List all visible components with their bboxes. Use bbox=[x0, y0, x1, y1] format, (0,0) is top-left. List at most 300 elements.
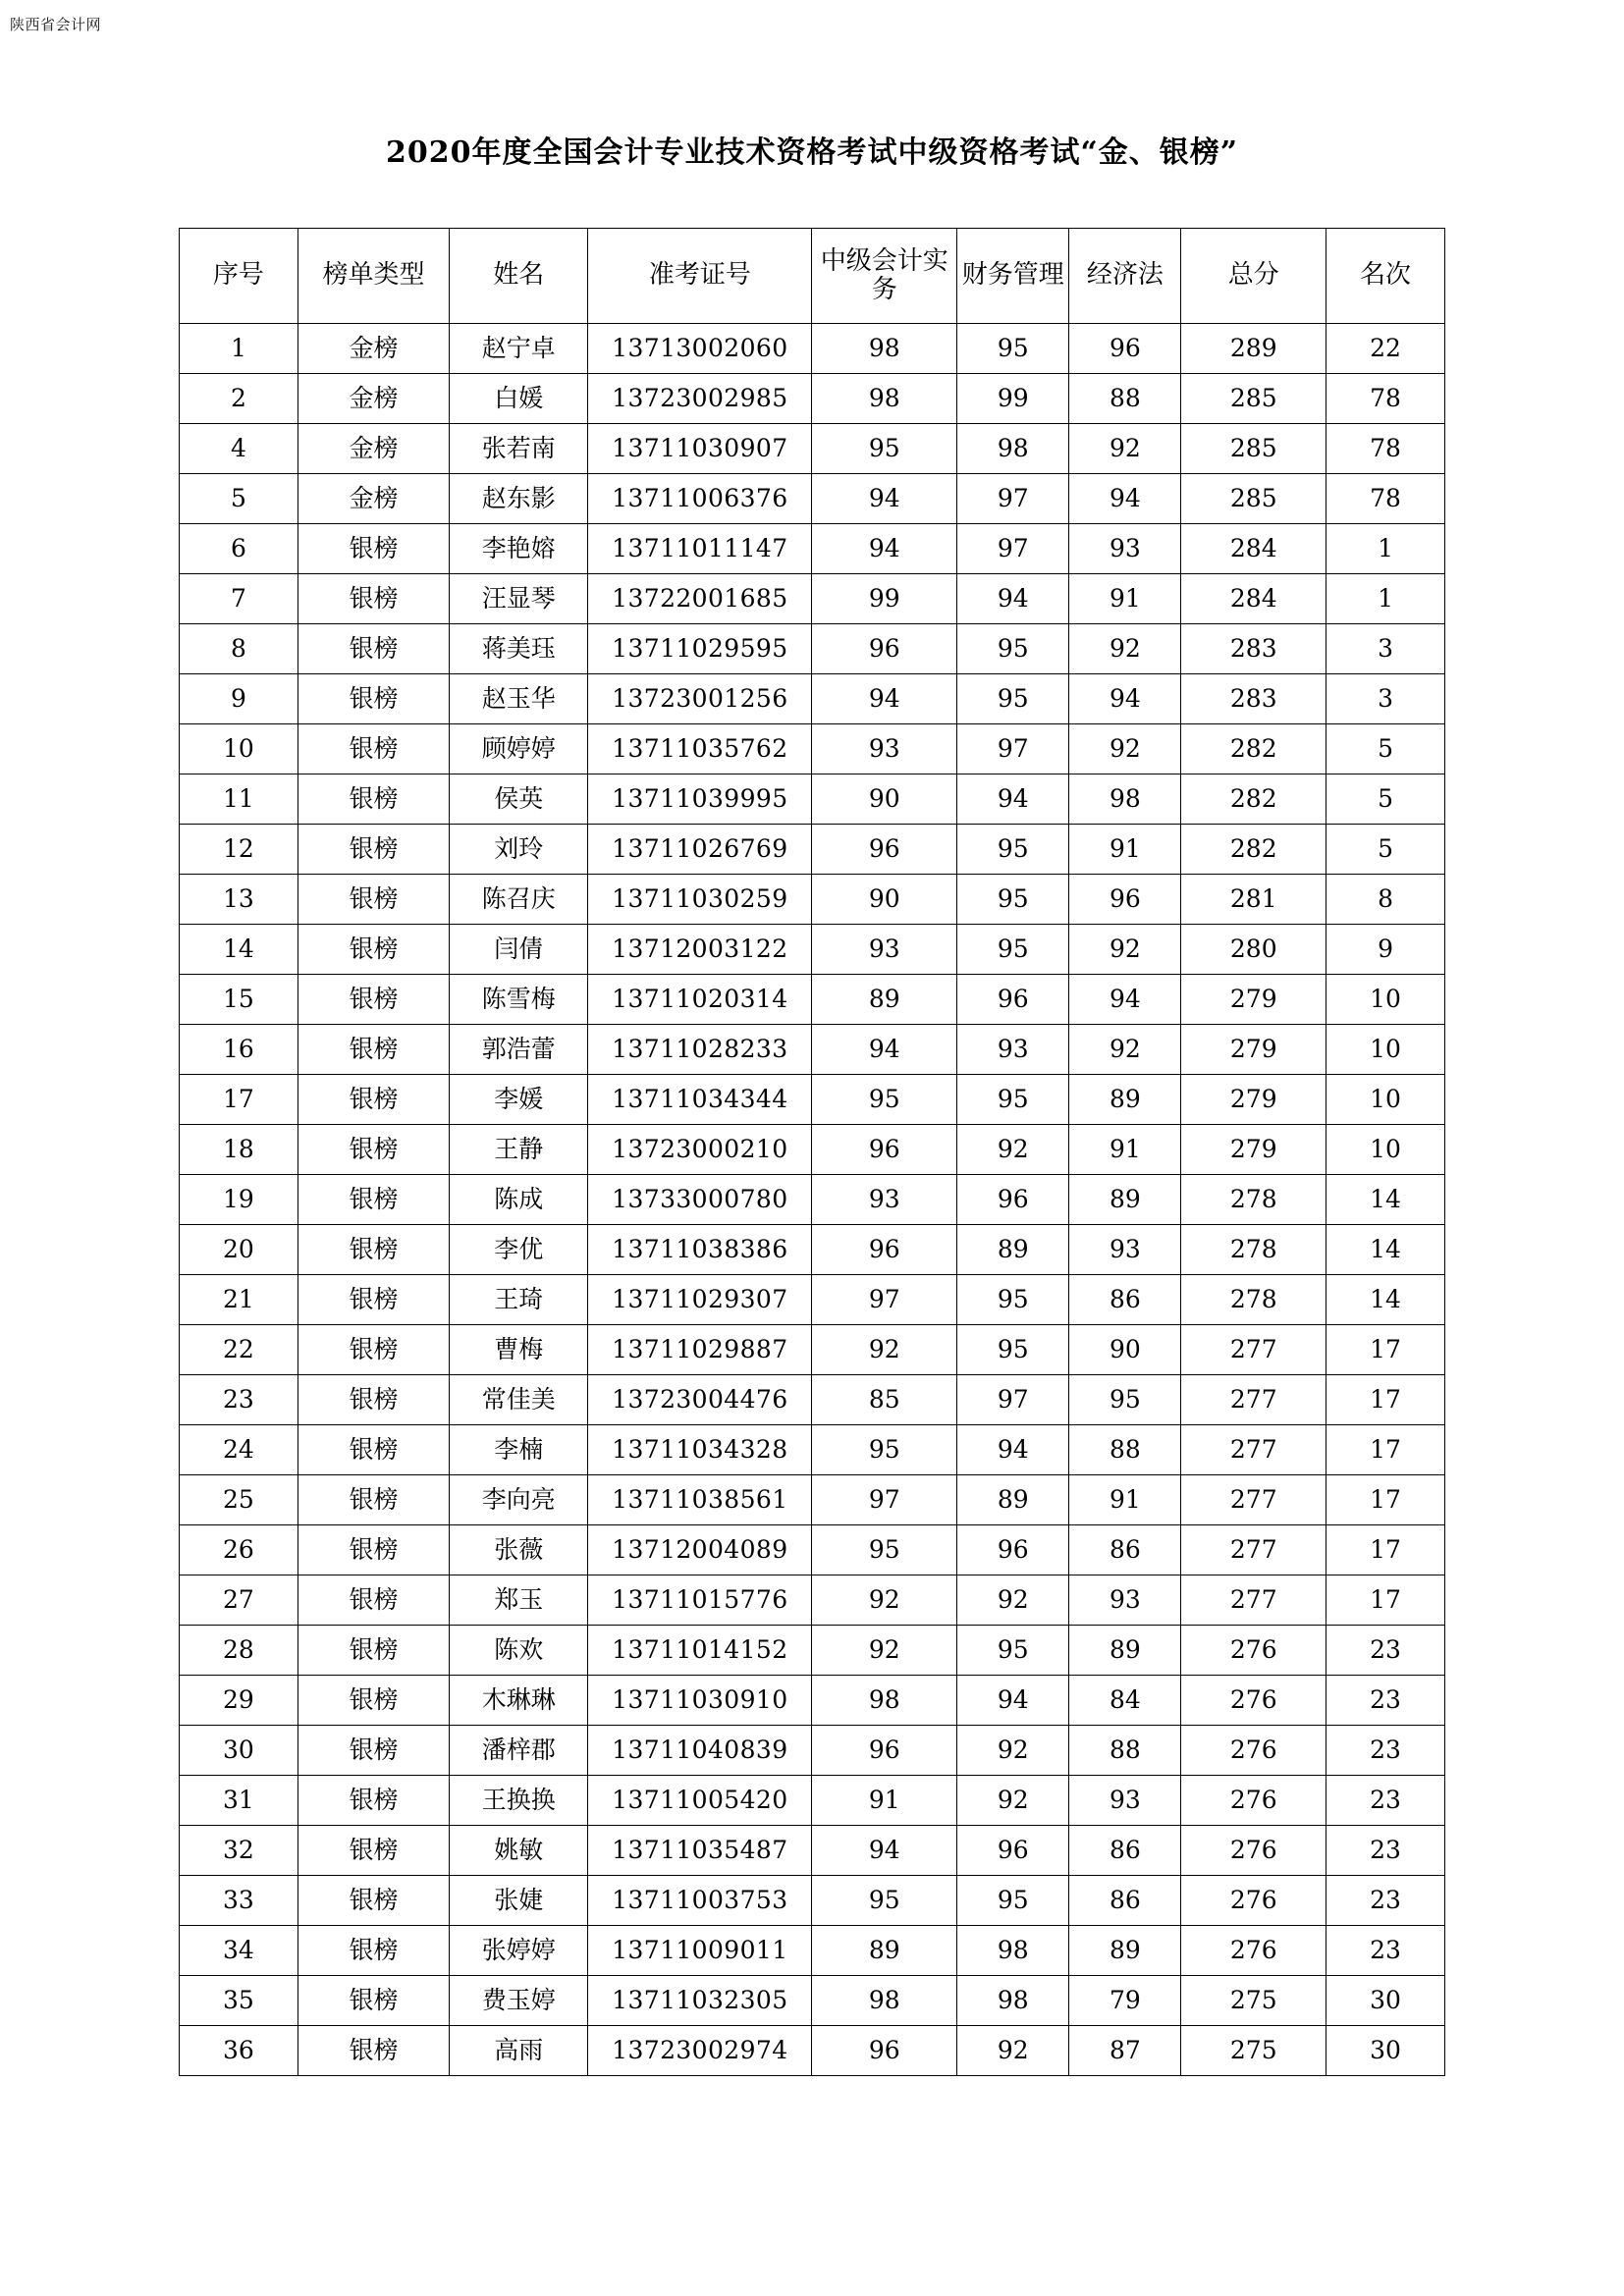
score-table-wrapper bbox=[179, 228, 1445, 2076]
cell-rank: 17 bbox=[1326, 1425, 1445, 1475]
cell-rank: 23 bbox=[1326, 1626, 1445, 1676]
cell-list-type: 银榜 bbox=[298, 1375, 449, 1425]
cell-index: 25 bbox=[180, 1475, 298, 1525]
cell-list-type: 银榜 bbox=[298, 724, 449, 774]
cell-subject-practice: 98 bbox=[812, 374, 957, 424]
cell-list-type: 银榜 bbox=[298, 1325, 449, 1375]
cell-rank: 3 bbox=[1326, 674, 1445, 724]
cell-subject-law: 87 bbox=[1069, 2026, 1181, 2076]
cell-list-type: 银榜 bbox=[298, 1676, 449, 1726]
cell-name: 王换换 bbox=[450, 1776, 588, 1826]
column-header-rank bbox=[1326, 229, 1445, 324]
cell-index: 36 bbox=[180, 2026, 298, 2076]
cell-list-type: 银榜 bbox=[298, 774, 449, 825]
cell-subject-law: 93 bbox=[1069, 524, 1181, 574]
cell-subject-finance: 95 bbox=[957, 1275, 1069, 1325]
cell-index: 1 bbox=[180, 324, 298, 374]
cell-subject-practice: 94 bbox=[812, 474, 957, 524]
cell-ticket-number: 13711029595 bbox=[588, 624, 812, 674]
cell-index: 16 bbox=[180, 1025, 298, 1075]
cell-total: 278 bbox=[1181, 1275, 1326, 1325]
cell-index: 17 bbox=[180, 1075, 298, 1125]
column-header-list-type-label: 榜单类型 bbox=[322, 260, 425, 291]
cell-name: 陈召庆 bbox=[450, 875, 588, 925]
cell-list-type: 银榜 bbox=[298, 875, 449, 925]
cell-subject-law: 91 bbox=[1069, 1475, 1181, 1525]
cell-subject-finance: 92 bbox=[957, 1125, 1069, 1175]
cell-total: 277 bbox=[1181, 1525, 1326, 1575]
cell-index: 14 bbox=[180, 925, 298, 975]
cell-subject-finance: 99 bbox=[957, 374, 1069, 424]
cell-rank: 23 bbox=[1326, 1876, 1445, 1926]
cell-ticket-number: 13711039995 bbox=[588, 774, 812, 825]
cell-name: 张婕 bbox=[450, 1876, 588, 1926]
column-header-index-label: 序号 bbox=[212, 260, 264, 291]
cell-total: 277 bbox=[1181, 1325, 1326, 1375]
cell-list-type: 银榜 bbox=[298, 1626, 449, 1676]
cell-subject-law: 88 bbox=[1069, 374, 1181, 424]
cell-total: 282 bbox=[1181, 774, 1326, 825]
cell-index: 21 bbox=[180, 1275, 298, 1325]
cell-rank: 17 bbox=[1326, 1475, 1445, 1525]
cell-total: 276 bbox=[1181, 1776, 1326, 1826]
cell-list-type: 银榜 bbox=[298, 975, 449, 1025]
cell-subject-practice: 95 bbox=[812, 1075, 957, 1125]
table-body bbox=[180, 324, 1445, 2076]
cell-rank: 78 bbox=[1326, 424, 1445, 474]
column-header-index bbox=[180, 229, 298, 324]
cell-subject-law: 86 bbox=[1069, 1275, 1181, 1325]
cell-subject-practice: 96 bbox=[812, 1225, 957, 1275]
cell-index: 4 bbox=[180, 424, 298, 474]
cell-list-type: 金榜 bbox=[298, 374, 449, 424]
cell-subject-law: 86 bbox=[1069, 1876, 1181, 1926]
table-row bbox=[180, 524, 1445, 574]
table-row bbox=[180, 1575, 1445, 1626]
cell-subject-practice: 89 bbox=[812, 975, 957, 1025]
cell-index: 12 bbox=[180, 825, 298, 875]
cell-index: 34 bbox=[180, 1926, 298, 1976]
cell-name: 赵东影 bbox=[450, 474, 588, 524]
cell-ticket-number: 13711032305 bbox=[588, 1976, 812, 2026]
cell-subject-finance: 92 bbox=[957, 1575, 1069, 1626]
cell-name: 潘梓郡 bbox=[450, 1726, 588, 1776]
cell-subject-practice: 91 bbox=[812, 1776, 957, 1826]
cell-name: 李优 bbox=[450, 1225, 588, 1275]
cell-subject-finance: 95 bbox=[957, 825, 1069, 875]
cell-list-type: 银榜 bbox=[298, 1525, 449, 1575]
cell-subject-law: 96 bbox=[1069, 324, 1181, 374]
cell-subject-practice: 92 bbox=[812, 1325, 957, 1375]
column-header-ticket-number bbox=[588, 229, 812, 324]
cell-subject-finance: 96 bbox=[957, 1175, 1069, 1225]
cell-ticket-number: 13711029307 bbox=[588, 1275, 812, 1325]
cell-total: 285 bbox=[1181, 374, 1326, 424]
cell-subject-finance: 95 bbox=[957, 324, 1069, 374]
cell-name: 蒋美珏 bbox=[450, 624, 588, 674]
cell-total: 276 bbox=[1181, 1876, 1326, 1926]
cell-subject-law: 79 bbox=[1069, 1976, 1181, 2026]
cell-ticket-number: 13711006376 bbox=[588, 474, 812, 524]
cell-subject-law: 86 bbox=[1069, 1525, 1181, 1575]
cell-ticket-number: 13711014152 bbox=[588, 1626, 812, 1676]
cell-subject-practice: 90 bbox=[812, 875, 957, 925]
cell-rank: 23 bbox=[1326, 1926, 1445, 1976]
cell-list-type: 银榜 bbox=[298, 1275, 449, 1325]
cell-index: 11 bbox=[180, 774, 298, 825]
cell-subject-law: 88 bbox=[1069, 1425, 1181, 1475]
table-row bbox=[180, 774, 1445, 825]
cell-name: 张薇 bbox=[450, 1525, 588, 1575]
cell-subject-finance: 97 bbox=[957, 524, 1069, 574]
column-header-name-label: 姓名 bbox=[493, 260, 545, 291]
table-row bbox=[180, 1726, 1445, 1776]
cell-subject-finance: 95 bbox=[957, 674, 1069, 724]
table-row bbox=[180, 875, 1445, 925]
cell-ticket-number: 13711030259 bbox=[588, 875, 812, 925]
cell-total: 283 bbox=[1181, 624, 1326, 674]
cell-subject-practice: 94 bbox=[812, 1025, 957, 1075]
cell-subject-practice: 97 bbox=[812, 1275, 957, 1325]
cell-subject-practice: 96 bbox=[812, 1125, 957, 1175]
cell-rank: 9 bbox=[1326, 925, 1445, 975]
cell-subject-law: 90 bbox=[1069, 1325, 1181, 1375]
table-row bbox=[180, 1325, 1445, 1375]
cell-total: 285 bbox=[1181, 474, 1326, 524]
cell-subject-finance: 96 bbox=[957, 1525, 1069, 1575]
cell-subject-practice: 96 bbox=[812, 2026, 957, 2076]
cell-name: 刘玲 bbox=[450, 825, 588, 875]
table-row bbox=[180, 1976, 1445, 2026]
cell-subject-law: 91 bbox=[1069, 1125, 1181, 1175]
cell-subject-practice: 95 bbox=[812, 1425, 957, 1475]
cell-ticket-number: 13723000210 bbox=[588, 1125, 812, 1175]
cell-rank: 30 bbox=[1326, 1976, 1445, 2026]
cell-subject-practice: 93 bbox=[812, 1175, 957, 1225]
cell-subject-practice: 94 bbox=[812, 524, 957, 574]
cell-ticket-number: 13711035487 bbox=[588, 1826, 812, 1876]
cell-subject-practice: 89 bbox=[812, 1926, 957, 1976]
table-row bbox=[180, 1175, 1445, 1225]
cell-subject-law: 92 bbox=[1069, 1025, 1181, 1075]
cell-index: 2 bbox=[180, 374, 298, 424]
cell-list-type: 银榜 bbox=[298, 1475, 449, 1525]
table-row bbox=[180, 1826, 1445, 1876]
table-row bbox=[180, 1075, 1445, 1125]
cell-name: 赵玉华 bbox=[450, 674, 588, 724]
table-header-row bbox=[180, 229, 1445, 324]
cell-ticket-number: 13723004476 bbox=[588, 1375, 812, 1425]
cell-name: 王琦 bbox=[450, 1275, 588, 1325]
cell-total: 282 bbox=[1181, 825, 1326, 875]
table-row bbox=[180, 674, 1445, 724]
cell-name: 曹梅 bbox=[450, 1325, 588, 1375]
cell-list-type: 银榜 bbox=[298, 574, 449, 624]
cell-ticket-number: 13711038561 bbox=[588, 1475, 812, 1525]
column-header-list-type bbox=[298, 229, 449, 324]
cell-name: 汪显琴 bbox=[450, 574, 588, 624]
cell-subject-law: 93 bbox=[1069, 1776, 1181, 1826]
cell-list-type: 银榜 bbox=[298, 1125, 449, 1175]
cell-subject-practice: 94 bbox=[812, 1826, 957, 1876]
cell-rank: 10 bbox=[1326, 1125, 1445, 1175]
cell-subject-practice: 95 bbox=[812, 1876, 957, 1926]
cell-rank: 5 bbox=[1326, 825, 1445, 875]
cell-rank: 23 bbox=[1326, 1776, 1445, 1826]
cell-name: 闫倩 bbox=[450, 925, 588, 975]
cell-ticket-number: 13711034328 bbox=[588, 1425, 812, 1475]
cell-total: 282 bbox=[1181, 724, 1326, 774]
cell-name: 郭浩蕾 bbox=[450, 1025, 588, 1075]
cell-rank: 3 bbox=[1326, 624, 1445, 674]
cell-ticket-number: 13711020314 bbox=[588, 975, 812, 1025]
cell-rank: 23 bbox=[1326, 1676, 1445, 1726]
table-header bbox=[180, 229, 1445, 324]
cell-subject-law: 93 bbox=[1069, 1225, 1181, 1275]
cell-subject-law: 89 bbox=[1069, 1175, 1181, 1225]
cell-subject-law: 89 bbox=[1069, 1075, 1181, 1125]
cell-subject-finance: 95 bbox=[957, 1325, 1069, 1375]
cell-name: 赵宁卓 bbox=[450, 324, 588, 374]
cell-index: 5 bbox=[180, 474, 298, 524]
cell-total: 278 bbox=[1181, 1175, 1326, 1225]
cell-name: 李媛 bbox=[450, 1075, 588, 1125]
cell-ticket-number: 13711009011 bbox=[588, 1926, 812, 1976]
cell-total: 281 bbox=[1181, 875, 1326, 925]
cell-name: 姚敏 bbox=[450, 1826, 588, 1876]
cell-subject-practice: 95 bbox=[812, 1525, 957, 1575]
cell-rank: 14 bbox=[1326, 1225, 1445, 1275]
cell-total: 289 bbox=[1181, 324, 1326, 374]
cell-index: 35 bbox=[180, 1976, 298, 2026]
cell-index: 31 bbox=[180, 1776, 298, 1826]
cell-subject-law: 98 bbox=[1069, 774, 1181, 825]
cell-total: 277 bbox=[1181, 1375, 1326, 1425]
table-row bbox=[180, 624, 1445, 674]
cell-subject-practice: 98 bbox=[812, 324, 957, 374]
cell-name: 侯英 bbox=[450, 774, 588, 825]
cell-subject-finance: 95 bbox=[957, 624, 1069, 674]
column-header-subject-practice-label: 中级会计实务 bbox=[820, 245, 948, 304]
cell-list-type: 银榜 bbox=[298, 1075, 449, 1125]
cell-subject-law: 92 bbox=[1069, 624, 1181, 674]
table-row bbox=[180, 1876, 1445, 1926]
cell-total: 279 bbox=[1181, 1075, 1326, 1125]
table-row bbox=[180, 825, 1445, 875]
cell-subject-law: 89 bbox=[1069, 1626, 1181, 1676]
cell-name: 常佳美 bbox=[450, 1375, 588, 1425]
cell-subject-finance: 95 bbox=[957, 1876, 1069, 1926]
cell-total: 277 bbox=[1181, 1425, 1326, 1475]
cell-total: 283 bbox=[1181, 674, 1326, 724]
cell-list-type: 银榜 bbox=[298, 925, 449, 975]
cell-subject-practice: 92 bbox=[812, 1626, 957, 1676]
cell-name: 白媛 bbox=[450, 374, 588, 424]
cell-list-type: 银榜 bbox=[298, 524, 449, 574]
cell-list-type: 银榜 bbox=[298, 1575, 449, 1626]
cell-ticket-number: 13722001685 bbox=[588, 574, 812, 624]
cell-index: 26 bbox=[180, 1525, 298, 1575]
cell-index: 19 bbox=[180, 1175, 298, 1225]
cell-list-type: 银榜 bbox=[298, 825, 449, 875]
cell-list-type: 银榜 bbox=[298, 1425, 449, 1475]
cell-index: 6 bbox=[180, 524, 298, 574]
cell-total: 275 bbox=[1181, 1976, 1326, 2026]
cell-subject-practice: 97 bbox=[812, 1475, 957, 1525]
table-row bbox=[180, 424, 1445, 474]
table-row bbox=[180, 975, 1445, 1025]
table-row bbox=[180, 1626, 1445, 1676]
cell-list-type: 银榜 bbox=[298, 1976, 449, 2026]
cell-subject-practice: 96 bbox=[812, 1726, 957, 1776]
cell-name: 顾婷婷 bbox=[450, 724, 588, 774]
cell-subject-law: 94 bbox=[1069, 674, 1181, 724]
column-header-subject-practice bbox=[812, 229, 957, 324]
cell-subject-practice: 94 bbox=[812, 674, 957, 724]
cell-subject-finance: 97 bbox=[957, 1375, 1069, 1425]
cell-name: 张婷婷 bbox=[450, 1926, 588, 1976]
cell-ticket-number: 13712004089 bbox=[588, 1525, 812, 1575]
cell-subject-finance: 94 bbox=[957, 1425, 1069, 1475]
cell-total: 279 bbox=[1181, 1025, 1326, 1075]
cell-subject-law: 91 bbox=[1069, 574, 1181, 624]
cell-ticket-number: 13711005420 bbox=[588, 1776, 812, 1826]
cell-ticket-number: 13711035762 bbox=[588, 724, 812, 774]
table-row bbox=[180, 724, 1445, 774]
cell-ticket-number: 13712003122 bbox=[588, 925, 812, 975]
cell-index: 13 bbox=[180, 875, 298, 925]
cell-subject-practice: 98 bbox=[812, 1976, 957, 2026]
table-row bbox=[180, 1225, 1445, 1275]
cell-ticket-number: 13711040839 bbox=[588, 1726, 812, 1776]
cell-rank: 17 bbox=[1326, 1575, 1445, 1626]
cell-list-type: 银榜 bbox=[298, 674, 449, 724]
cell-index: 7 bbox=[180, 574, 298, 624]
cell-ticket-number: 13723001256 bbox=[588, 674, 812, 724]
cell-subject-finance: 98 bbox=[957, 424, 1069, 474]
cell-subject-practice: 90 bbox=[812, 774, 957, 825]
cell-subject-finance: 92 bbox=[957, 2026, 1069, 2076]
cell-ticket-number: 13723002974 bbox=[588, 2026, 812, 2076]
table-row bbox=[180, 1025, 1445, 1075]
cell-subject-finance: 98 bbox=[957, 1976, 1069, 2026]
cell-rank: 78 bbox=[1326, 474, 1445, 524]
cell-ticket-number: 13711034344 bbox=[588, 1075, 812, 1125]
cell-ticket-number: 13711030910 bbox=[588, 1676, 812, 1726]
cell-ticket-number: 13711038386 bbox=[588, 1225, 812, 1275]
cell-name: 李艳嫆 bbox=[450, 524, 588, 574]
cell-total: 275 bbox=[1181, 2026, 1326, 2076]
cell-subject-law: 91 bbox=[1069, 825, 1181, 875]
column-header-subject-law bbox=[1069, 229, 1181, 324]
cell-list-type: 金榜 bbox=[298, 474, 449, 524]
cell-rank: 1 bbox=[1326, 574, 1445, 624]
cell-total: 276 bbox=[1181, 1626, 1326, 1676]
cell-subject-law: 92 bbox=[1069, 424, 1181, 474]
table-row bbox=[180, 474, 1445, 524]
column-header-subject-finance-label: 财务管理 bbox=[961, 260, 1064, 291]
cell-rank: 23 bbox=[1326, 1826, 1445, 1876]
cell-total: 284 bbox=[1181, 574, 1326, 624]
cell-subject-finance: 95 bbox=[957, 875, 1069, 925]
cell-total: 284 bbox=[1181, 524, 1326, 574]
cell-subject-finance: 92 bbox=[957, 1726, 1069, 1776]
cell-rank: 30 bbox=[1326, 2026, 1445, 2076]
cell-rank: 8 bbox=[1326, 875, 1445, 925]
cell-index: 18 bbox=[180, 1125, 298, 1175]
cell-subject-finance: 89 bbox=[957, 1225, 1069, 1275]
cell-subject-law: 93 bbox=[1069, 1575, 1181, 1626]
cell-ticket-number: 13711028233 bbox=[588, 1025, 812, 1075]
cell-list-type: 金榜 bbox=[298, 424, 449, 474]
cell-ticket-number: 13711011147 bbox=[588, 524, 812, 574]
cell-subject-practice: 93 bbox=[812, 724, 957, 774]
cell-rank: 5 bbox=[1326, 724, 1445, 774]
cell-total: 277 bbox=[1181, 1575, 1326, 1626]
cell-subject-law: 88 bbox=[1069, 1726, 1181, 1776]
cell-index: 28 bbox=[180, 1626, 298, 1676]
cell-total: 276 bbox=[1181, 1726, 1326, 1776]
cell-index: 27 bbox=[180, 1575, 298, 1626]
score-table bbox=[179, 228, 1445, 2076]
table-row bbox=[180, 925, 1445, 975]
cell-ticket-number: 13733000780 bbox=[588, 1175, 812, 1225]
table-row bbox=[180, 324, 1445, 374]
column-header-rank-label: 名次 bbox=[1360, 260, 1412, 291]
cell-subject-finance: 95 bbox=[957, 1626, 1069, 1676]
cell-rank: 17 bbox=[1326, 1375, 1445, 1425]
cell-list-type: 银榜 bbox=[298, 1175, 449, 1225]
cell-subject-finance: 98 bbox=[957, 1926, 1069, 1976]
cell-subject-finance: 96 bbox=[957, 975, 1069, 1025]
cell-subject-finance: 92 bbox=[957, 1776, 1069, 1826]
cell-subject-practice: 85 bbox=[812, 1375, 957, 1425]
cell-subject-finance: 94 bbox=[957, 574, 1069, 624]
cell-total: 285 bbox=[1181, 424, 1326, 474]
cell-name: 木琳琳 bbox=[450, 1676, 588, 1726]
cell-list-type: 银榜 bbox=[298, 1776, 449, 1826]
cell-total: 279 bbox=[1181, 1125, 1326, 1175]
column-header-ticket-number-label: 准考证号 bbox=[648, 260, 751, 291]
cell-name: 陈欢 bbox=[450, 1626, 588, 1676]
table-row bbox=[180, 2026, 1445, 2076]
cell-list-type: 银榜 bbox=[298, 624, 449, 674]
table-row bbox=[180, 1525, 1445, 1575]
cell-list-type: 银榜 bbox=[298, 1025, 449, 1075]
cell-subject-law: 89 bbox=[1069, 1926, 1181, 1976]
cell-index: 29 bbox=[180, 1676, 298, 1726]
table-row bbox=[180, 1475, 1445, 1525]
cell-subject-practice: 95 bbox=[812, 424, 957, 474]
cell-name: 李向亮 bbox=[450, 1475, 588, 1525]
cell-subject-law: 92 bbox=[1069, 724, 1181, 774]
table-row bbox=[180, 1125, 1445, 1175]
cell-name: 陈雪梅 bbox=[450, 975, 588, 1025]
cell-subject-finance: 96 bbox=[957, 1826, 1069, 1876]
cell-rank: 14 bbox=[1326, 1275, 1445, 1325]
cell-total: 278 bbox=[1181, 1225, 1326, 1275]
cell-total: 276 bbox=[1181, 1826, 1326, 1876]
cell-list-type: 银榜 bbox=[298, 1926, 449, 1976]
table-row bbox=[180, 1375, 1445, 1425]
cell-subject-practice: 98 bbox=[812, 1676, 957, 1726]
column-header-total bbox=[1181, 229, 1326, 324]
column-header-subject-law-label: 经济法 bbox=[1086, 260, 1164, 291]
cell-list-type: 银榜 bbox=[298, 1726, 449, 1776]
cell-index: 33 bbox=[180, 1876, 298, 1926]
cell-total: 276 bbox=[1181, 1926, 1326, 1976]
table-row bbox=[180, 1275, 1445, 1325]
